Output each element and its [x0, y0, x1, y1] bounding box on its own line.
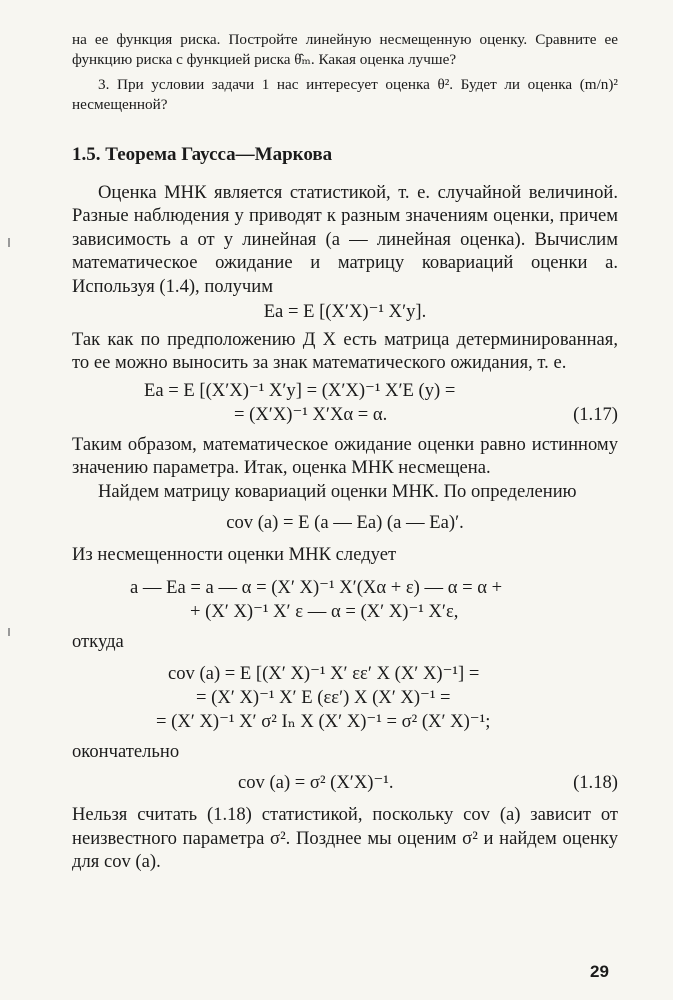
equation-unbiased-line-2: + (X′ X)⁻¹ X′ ε — α = (X′ X)⁻¹ X′ε,	[190, 601, 459, 623]
scan-mark-1	[8, 238, 10, 247]
paragraph-4: Найдем матрицу ковариаций оценки МНК. По определению	[98, 480, 577, 502]
equation-cov-line-3: = (X′ X)⁻¹ X′ σ² Iₙ X (X′ X)⁻¹ = σ² (X′ X)⁻¹;	[156, 710, 491, 732]
equation-cov-derivation	[72, 662, 618, 734]
paragraph-6: откуда	[72, 631, 124, 653]
section-heading: 1.5. Теорема Гаусса—Маркова	[72, 144, 333, 165]
paragraph-3: Таким образом, математическое ожидание оценки равно истинному значению параметра. Итак, оценка МНК несмещена.	[72, 433, 618, 479]
page-content	[72, 30, 618, 874]
scan-mark-2	[8, 628, 10, 636]
paragraph-5: Из несмещенности оценки МНК следует	[72, 544, 397, 566]
equation-cov-line-2: = (X′ X)⁻¹ X′ E (εε′) X (X′ X)⁻¹ =	[196, 686, 451, 708]
equation-1-17-line-1: Ea = E [(X′X)⁻¹ X′y] = (X′X)⁻¹ X′E (y) =	[144, 379, 456, 401]
paragraph-1: Оценка МНК является статистикой, т. е. случайной величиной. Разные наблюдения y приводят к разным значениям оценки, причем зависимость a от y линейная (a — линейная оценка). Вычислим математическое ожидание и матрицу ковариаций оценки a. Используя (1.4), получим	[72, 182, 618, 297]
exercise-3-text: 3. При условии задачи 1 нас интересует оценка θ². Будет ли оценка (m/n)² несмещенной?	[72, 76, 618, 113]
paragraph-8: Нельзя считать (1.18) статистикой, поскольку cov (a) зависит от неизвестного параметра σ². Позднее мы оценим σ² и найдем оценку для cov (a).	[72, 804, 618, 873]
equation-cov-line-1: cov (a) = E [(X′ X)⁻¹ X′ εε′ X (X′ X)⁻¹] =	[168, 662, 480, 684]
equation-1-18-line: cov (a) = σ² (X′X)⁻¹.	[238, 772, 394, 794]
formula-ea: Ea = E [(X′X)⁻¹ X′y].	[263, 301, 427, 323]
paragraph-7: окончательно	[72, 740, 180, 762]
equation-number-1-18: (1.18)	[573, 772, 618, 794]
page-number: 29	[590, 962, 609, 981]
paragraph-2: Так как по предположению Д X есть матрица детерминированная, то ее можно выносить за знак математического ожидания, т. е.	[72, 329, 618, 374]
equation-unbiased	[72, 576, 618, 624]
formula-cov-definition: cov (a) = E (a — Ea) (a — Ea)′.	[226, 512, 464, 534]
exercise-text: на ее функция риска. Постройте линейную несмещенную оценку. Сравните ее функцию риска с функцией риска θ̂ₘ. Какая оценка лучше?	[72, 31, 618, 68]
equation-unbiased-line-1: a — Ea = a — α = (X′ X)⁻¹ X′(Xα + ε) — α = α +	[130, 577, 503, 599]
equation-1-17-line-2: = (X′X)⁻¹ X′Xα = α.	[234, 403, 388, 425]
equation-number-1-17: (1.17)	[573, 403, 618, 425]
equation-1-18	[72, 771, 618, 795]
equation-1-17	[72, 379, 618, 427]
